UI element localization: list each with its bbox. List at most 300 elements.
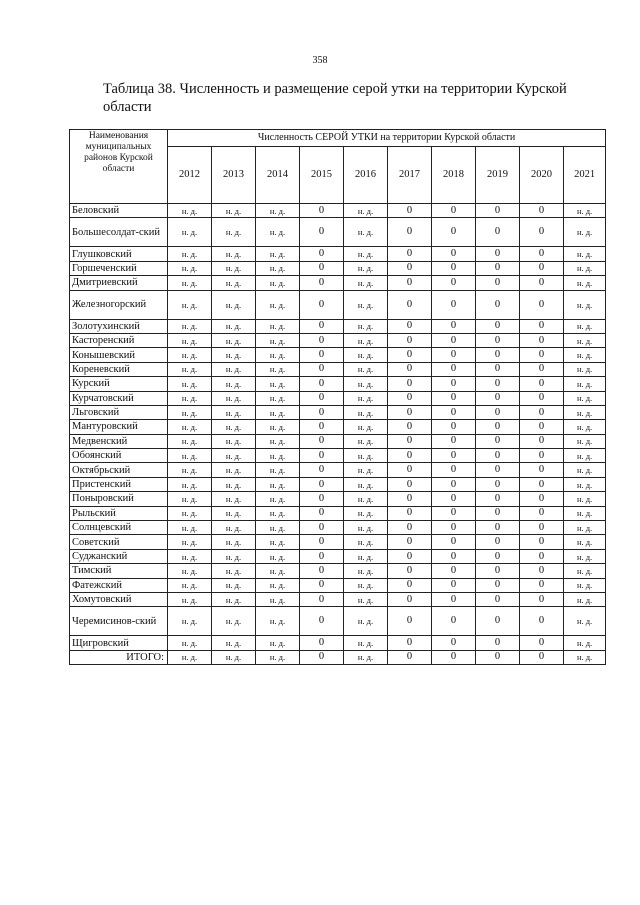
count-cell: н. д. [344, 650, 388, 664]
count-cell: н. д. [212, 218, 256, 247]
count-cell: 0 [476, 333, 520, 347]
count-cell: 0 [300, 477, 344, 491]
count-cell: н. д. [212, 477, 256, 491]
count-cell: н. д. [212, 290, 256, 319]
count-cell: н. д. [256, 391, 300, 405]
count-cell: н. д. [168, 276, 212, 290]
count-cell: 0 [432, 333, 476, 347]
count-cell: 0 [476, 218, 520, 247]
count-cell: н. д. [344, 492, 388, 506]
count-cell: н. д. [212, 463, 256, 477]
count-cell: 0 [476, 506, 520, 520]
count-cell: н. д. [168, 592, 212, 606]
count-cell: н. д. [256, 535, 300, 549]
count-cell: н. д. [564, 218, 606, 247]
count-cell: н. д. [256, 434, 300, 448]
count-cell: н. д. [344, 420, 388, 434]
district-name: Касторенский [70, 333, 168, 347]
count-cell: н. д. [256, 492, 300, 506]
count-cell: 0 [476, 290, 520, 319]
count-cell: 0 [520, 521, 564, 535]
table-row [70, 333, 606, 347]
district-name: Большесолдат-ский [70, 218, 168, 247]
count-cell: н. д. [168, 218, 212, 247]
count-cell: 0 [432, 290, 476, 319]
count-cell: н. д. [564, 434, 606, 448]
count-cell: 0 [520, 276, 564, 290]
count-cell: н. д. [344, 477, 388, 491]
count-cell: н. д. [168, 204, 212, 218]
count-cell: н. д. [168, 348, 212, 362]
count-cell: н. д. [212, 204, 256, 218]
count-cell: 0 [432, 463, 476, 477]
count-cell: н. д. [564, 506, 606, 520]
count-cell: 0 [476, 276, 520, 290]
district-name: Советский [70, 535, 168, 549]
page-number: 358 [312, 55, 328, 66]
count-cell: 0 [388, 506, 432, 520]
count-cell: 0 [476, 319, 520, 333]
table-row [70, 506, 606, 520]
count-cell: 0 [520, 420, 564, 434]
count-cell: 0 [300, 405, 344, 419]
count-cell: н. д. [344, 290, 388, 319]
count-cell: 0 [432, 549, 476, 563]
count-cell: 0 [432, 578, 476, 592]
count-cell: н. д. [344, 449, 388, 463]
count-cell: 0 [300, 607, 344, 636]
count-cell: н. д. [168, 477, 212, 491]
count-cell: н. д. [344, 276, 388, 290]
count-cell: 0 [432, 564, 476, 578]
count-cell: н. д. [212, 607, 256, 636]
count-cell: 0 [300, 290, 344, 319]
table-row [70, 449, 606, 463]
count-cell: 0 [432, 506, 476, 520]
count-cell: н. д. [212, 434, 256, 448]
count-cell: 0 [476, 405, 520, 419]
table-row [70, 592, 606, 606]
table-row [70, 492, 606, 506]
count-cell: н. д. [212, 650, 256, 664]
count-cell: 0 [520, 290, 564, 319]
count-cell: н. д. [564, 319, 606, 333]
count-cell: н. д. [256, 506, 300, 520]
count-cell: н. д. [168, 333, 212, 347]
count-cell: 0 [432, 204, 476, 218]
count-cell: 0 [432, 362, 476, 376]
count-cell: н. д. [564, 204, 606, 218]
count-cell: н. д. [344, 636, 388, 650]
count-cell: 0 [520, 362, 564, 376]
count-cell: н. д. [564, 405, 606, 419]
count-cell: 0 [300, 506, 344, 520]
count-cell: н. д. [344, 377, 388, 391]
count-cell: 0 [520, 434, 564, 448]
count-cell: 0 [432, 535, 476, 549]
year-header: 2013 [212, 147, 256, 204]
count-cell: 0 [476, 521, 520, 535]
count-cell: 0 [476, 535, 520, 549]
count-cell: 0 [432, 247, 476, 261]
count-cell: н. д. [168, 247, 212, 261]
count-cell: н. д. [344, 434, 388, 448]
count-cell: н. д. [344, 405, 388, 419]
year-header: 2020 [520, 147, 564, 204]
count-cell: 0 [300, 636, 344, 650]
count-cell: н. д. [212, 449, 256, 463]
district-name: Горшеченский [70, 261, 168, 275]
year-header: 2014 [256, 147, 300, 204]
count-cell: 0 [432, 420, 476, 434]
count-cell: 0 [476, 377, 520, 391]
count-cell: 0 [476, 449, 520, 463]
count-cell: 0 [432, 319, 476, 333]
count-cell: 0 [520, 477, 564, 491]
count-cell: н. д. [256, 521, 300, 535]
count-cell: н. д. [344, 578, 388, 592]
count-cell: н. д. [256, 564, 300, 578]
count-cell: 0 [520, 333, 564, 347]
count-cell: 0 [388, 463, 432, 477]
count-cell: 0 [476, 348, 520, 362]
count-cell: н. д. [168, 319, 212, 333]
count-cell: н. д. [256, 578, 300, 592]
count-cell: 0 [476, 549, 520, 563]
table-row [70, 521, 606, 535]
year-header: 2021 [564, 147, 606, 204]
count-cell: 0 [476, 247, 520, 261]
count-cell: н. д. [256, 477, 300, 491]
district-name: Мантуровский [70, 420, 168, 434]
table-row [70, 434, 606, 448]
count-cell: н. д. [212, 521, 256, 535]
count-cell: н. д. [564, 449, 606, 463]
count-cell: н. д. [168, 362, 212, 376]
count-cell: 0 [388, 650, 432, 664]
count-cell: 0 [432, 276, 476, 290]
count-cell: н. д. [344, 506, 388, 520]
count-cell: 0 [388, 261, 432, 275]
count-cell: н. д. [344, 521, 388, 535]
count-cell: 0 [300, 276, 344, 290]
count-cell: н. д. [344, 218, 388, 247]
count-cell: н. д. [564, 463, 606, 477]
count-cell: 0 [432, 592, 476, 606]
table-row [70, 377, 606, 391]
total-row [70, 650, 606, 664]
count-cell: 0 [300, 333, 344, 347]
count-cell: н. д. [256, 319, 300, 333]
count-cell: н. д. [564, 607, 606, 636]
count-cell: 0 [300, 463, 344, 477]
count-cell: 0 [476, 362, 520, 376]
count-cell: н. д. [168, 636, 212, 650]
year-header: 2012 [168, 147, 212, 204]
table-row [70, 319, 606, 333]
count-cell: 0 [520, 492, 564, 506]
district-name: Солнцевский [70, 521, 168, 535]
district-name: Пристенский [70, 477, 168, 491]
count-cell: н. д. [564, 276, 606, 290]
count-cell: н. д. [212, 348, 256, 362]
count-cell: 0 [300, 578, 344, 592]
count-cell: 0 [300, 521, 344, 535]
count-cell: н. д. [168, 420, 212, 434]
table-caption: Таблица 38. Численность и размещение серой утки на территории Курской области [103, 81, 567, 115]
count-cell: н. д. [256, 348, 300, 362]
count-cell: 0 [388, 333, 432, 347]
count-cell: 0 [432, 261, 476, 275]
count-cell: 0 [476, 391, 520, 405]
count-cell: 0 [520, 564, 564, 578]
count-cell: н. д. [168, 434, 212, 448]
count-cell: н. д. [564, 492, 606, 506]
count-cell: 0 [300, 204, 344, 218]
district-name: Поныровский [70, 492, 168, 506]
count-cell: 0 [388, 564, 432, 578]
count-cell: н. д. [168, 261, 212, 275]
count-cell: 0 [520, 607, 564, 636]
count-cell: н. д. [256, 261, 300, 275]
count-cell: 0 [520, 463, 564, 477]
count-cell: 0 [476, 420, 520, 434]
count-cell: н. д. [564, 636, 606, 650]
count-cell: н. д. [256, 377, 300, 391]
count-cell: 0 [300, 391, 344, 405]
count-cell: н. д. [344, 549, 388, 563]
count-cell: 0 [476, 477, 520, 491]
table-row [70, 261, 606, 275]
count-cell: н. д. [212, 506, 256, 520]
count-cell: 0 [300, 420, 344, 434]
count-cell: 0 [388, 549, 432, 563]
count-cell: 0 [432, 477, 476, 491]
table-row [70, 535, 606, 549]
count-cell: н. д. [344, 348, 388, 362]
count-cell: 0 [388, 492, 432, 506]
year-header: 2015 [300, 147, 344, 204]
count-cell: н. д. [344, 319, 388, 333]
count-cell: 0 [432, 391, 476, 405]
district-name: Курчатовский [70, 391, 168, 405]
count-cell: н. д. [564, 377, 606, 391]
count-cell: 0 [300, 650, 344, 664]
count-cell: н. д. [168, 578, 212, 592]
table-row [70, 247, 606, 261]
table-row [70, 290, 606, 319]
count-cell: н. д. [168, 405, 212, 419]
count-cell: 0 [300, 377, 344, 391]
district-name: Рыльский [70, 506, 168, 520]
district-name: Курский [70, 377, 168, 391]
count-cell: 0 [388, 636, 432, 650]
count-cell: н. д. [212, 319, 256, 333]
count-cell: 0 [432, 405, 476, 419]
count-cell: 0 [520, 535, 564, 549]
count-cell: н. д. [564, 521, 606, 535]
year-header: 2017 [388, 147, 432, 204]
count-cell: 0 [300, 549, 344, 563]
count-cell: н. д. [256, 247, 300, 261]
count-cell: н. д. [212, 535, 256, 549]
table-body [70, 204, 606, 665]
waterfowl-count-table [69, 129, 606, 665]
count-cell: 0 [388, 434, 432, 448]
count-cell: н. д. [168, 535, 212, 549]
count-cell: 0 [476, 204, 520, 218]
count-cell: н. д. [256, 650, 300, 664]
count-cell: 0 [432, 607, 476, 636]
district-name: Медвенский [70, 434, 168, 448]
count-cell: н. д. [344, 261, 388, 275]
count-cell: 0 [520, 261, 564, 275]
count-cell: 0 [388, 405, 432, 419]
district-name: Хомутовский [70, 592, 168, 606]
table-row [70, 636, 606, 650]
count-cell: н. д. [168, 650, 212, 664]
count-cell: 0 [300, 535, 344, 549]
count-cell: 0 [432, 218, 476, 247]
count-cell: н. д. [564, 348, 606, 362]
count-cell: н. д. [168, 492, 212, 506]
count-cell: н. д. [344, 362, 388, 376]
count-cell: н. д. [256, 592, 300, 606]
count-cell: 0 [432, 636, 476, 650]
count-cell: н. д. [256, 607, 300, 636]
table-row [70, 477, 606, 491]
count-cell: н. д. [168, 377, 212, 391]
count-cell: н. д. [256, 405, 300, 419]
year-header: 2016 [344, 147, 388, 204]
count-cell: 0 [432, 348, 476, 362]
count-cell: н. д. [212, 636, 256, 650]
count-cell: н. д. [256, 362, 300, 376]
count-cell: 0 [432, 377, 476, 391]
count-cell: н. д. [168, 506, 212, 520]
district-name: Конышевский [70, 348, 168, 362]
table-row [70, 607, 606, 636]
count-cell: н. д. [256, 636, 300, 650]
count-cell: н. д. [564, 535, 606, 549]
count-cell: н. д. [564, 290, 606, 319]
table-row [70, 549, 606, 563]
year-header: 2018 [432, 147, 476, 204]
count-cell: н. д. [168, 449, 212, 463]
count-cell: н. д. [212, 377, 256, 391]
count-cell: 0 [476, 564, 520, 578]
count-cell: 0 [520, 636, 564, 650]
count-cell: 0 [388, 276, 432, 290]
count-cell: 0 [388, 204, 432, 218]
count-cell: 0 [520, 592, 564, 606]
table-row [70, 391, 606, 405]
count-cell: 0 [388, 290, 432, 319]
count-cell: 0 [388, 449, 432, 463]
count-cell: 0 [300, 434, 344, 448]
count-cell: н. д. [256, 290, 300, 319]
count-cell: н. д. [564, 333, 606, 347]
table-row [70, 218, 606, 247]
count-cell: н. д. [168, 463, 212, 477]
count-cell: н. д. [168, 564, 212, 578]
count-cell: н. д. [256, 449, 300, 463]
count-cell: 0 [520, 247, 564, 261]
table-row [70, 463, 606, 477]
district-name: Беловский [70, 204, 168, 218]
count-cell: н. д. [212, 405, 256, 419]
count-cell: 0 [300, 449, 344, 463]
count-cell: 0 [520, 319, 564, 333]
count-cell: н. д. [564, 564, 606, 578]
count-cell: 0 [388, 592, 432, 606]
count-cell: 0 [300, 319, 344, 333]
count-cell: 0 [388, 607, 432, 636]
count-cell: н. д. [212, 420, 256, 434]
count-cell: н. д. [212, 333, 256, 347]
count-cell: 0 [300, 492, 344, 506]
count-cell: н. д. [168, 290, 212, 319]
count-cell: н. д. [564, 477, 606, 491]
count-cell: н. д. [344, 247, 388, 261]
count-cell: 0 [300, 261, 344, 275]
count-cell: 0 [520, 549, 564, 563]
count-cell: 0 [432, 492, 476, 506]
count-cell: 0 [476, 650, 520, 664]
count-cell: 0 [520, 391, 564, 405]
table-row [70, 564, 606, 578]
district-column-header: Наименования муниципальных районов Курской области [70, 130, 168, 204]
count-cell: 0 [388, 420, 432, 434]
count-cell: н. д. [168, 521, 212, 535]
count-cell: н. д. [344, 333, 388, 347]
count-cell: 0 [388, 391, 432, 405]
count-cell: 0 [476, 492, 520, 506]
count-cell: н. д. [564, 391, 606, 405]
district-name: Дмитриевский [70, 276, 168, 290]
count-cell: 0 [520, 348, 564, 362]
count-cell: н. д. [564, 261, 606, 275]
count-cell: н. д. [256, 204, 300, 218]
count-cell: 0 [300, 247, 344, 261]
count-cell: н. д. [168, 549, 212, 563]
table-row [70, 348, 606, 362]
count-cell: 0 [476, 434, 520, 448]
count-cell: 0 [476, 592, 520, 606]
count-cell: 0 [476, 607, 520, 636]
count-cell: 0 [432, 434, 476, 448]
district-name: Льговский [70, 405, 168, 419]
table-row [70, 362, 606, 376]
count-cell: 0 [388, 218, 432, 247]
district-name: Щигровский [70, 636, 168, 650]
count-cell: н. д. [212, 247, 256, 261]
district-name: Глушковский [70, 247, 168, 261]
table-row [70, 578, 606, 592]
count-cell: н. д. [256, 218, 300, 247]
count-cell: 0 [520, 650, 564, 664]
district-name: Золотухинский [70, 319, 168, 333]
count-cell: н. д. [212, 276, 256, 290]
count-cell: н. д. [168, 607, 212, 636]
count-cell: н. д. [344, 564, 388, 578]
count-cell: н. д. [256, 463, 300, 477]
count-cell: н. д. [344, 607, 388, 636]
count-cell: н. д. [564, 592, 606, 606]
count-cell: 0 [432, 449, 476, 463]
count-cell: 0 [300, 218, 344, 247]
count-cell: 0 [388, 319, 432, 333]
